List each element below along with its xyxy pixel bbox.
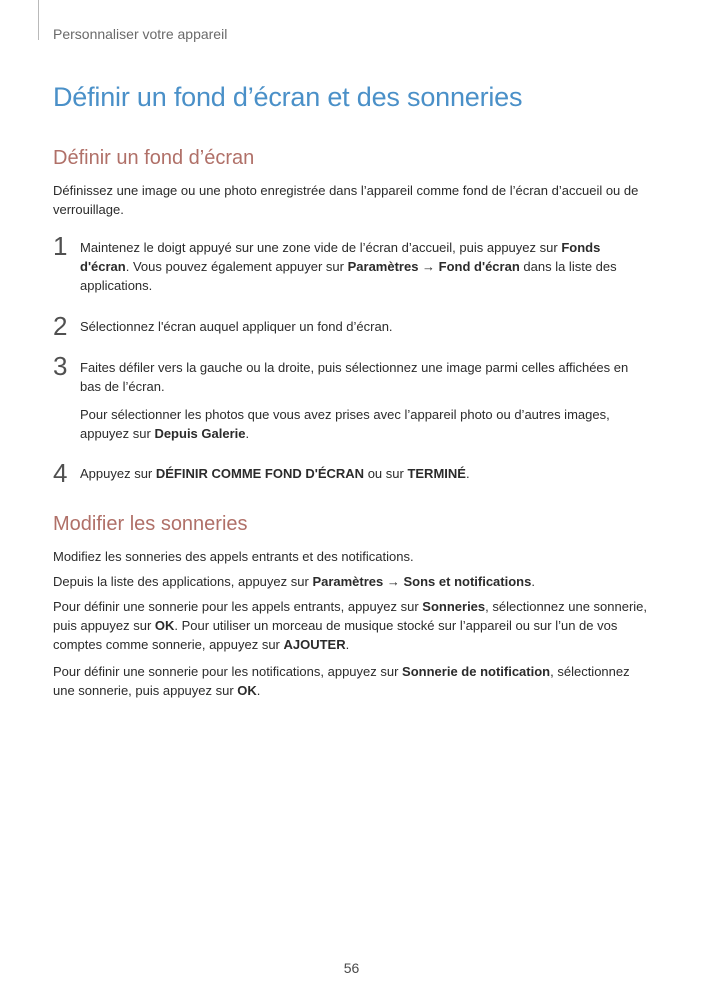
step-number-2: 2 [53, 311, 68, 341]
step-number-1: 1 [53, 231, 68, 261]
step-3-subtext: Pour sélectionner les photos que vous avez prises avec l’appareil photo ou d’autres images, appuyez sur Depuis Galerie. [80, 407, 610, 441]
step-3-text: Faites défiler vers la gauche ou la droite, puis sélectionnez une image parmi celles affichées en bas de l’écran. [80, 360, 629, 394]
page-title: Définir un fond d’écran et des sonneries [53, 82, 523, 112]
ringtones-path: Depuis la liste des applications, appuyez sur Paramètres → Sons et notifications. [53, 574, 535, 589]
ringtones-intro: Modifiez les sonneries des appels entrants et des notifications. [53, 549, 414, 564]
step-1-text: Maintenez le doigt appuyé sur une zone vide de l’écran d’accueil, puis appuyez sur Fonds d'écran. Vous pouvez également appuyer sur Paramètres → Fond d'écran dans la liste des applications. [80, 240, 617, 293]
step-number-4: 4 [53, 458, 68, 488]
running-header: Personnaliser votre appareil [53, 26, 228, 42]
ringtones-calls: Pour définir une sonnerie pour les appels entrants, appuyez sur Sonneries, sélectionnez une sonnerie, puis appuyez sur OK. Pour utiliser un morceau de musique stocké sur l’appareil ou sur l’un de vos comptes comme sonnerie, appuyez sur AJOUTER. [53, 599, 648, 652]
page-number: 56 [343, 960, 360, 976]
step-4-text: Appuyez sur DÉFINIR COMME FOND D'ÉCRAN ou sur TERMINÉ. [80, 466, 470, 481]
step-number-3: 3 [53, 351, 68, 381]
wallpaper-intro: Définissez une image ou une photo enregistrée dans l’appareil comme fond de l’écran d’accueil ou de verrouillage. [53, 183, 639, 217]
header-rule [38, 0, 39, 40]
ringtones-notifications: Pour définir une sonnerie pour les notifications, appuyez sur Sonnerie de notification, sélectionnez une sonnerie, puis appuyez sur OK. [53, 664, 630, 698]
section-title-wallpaper: Définir un fond d’écran [53, 147, 255, 169]
section-title-ringtones: Modifier les sonneries [53, 513, 248, 535]
step-2-text: Sélectionnez l'écran auquel appliquer un fond d’écran. [80, 319, 393, 334]
